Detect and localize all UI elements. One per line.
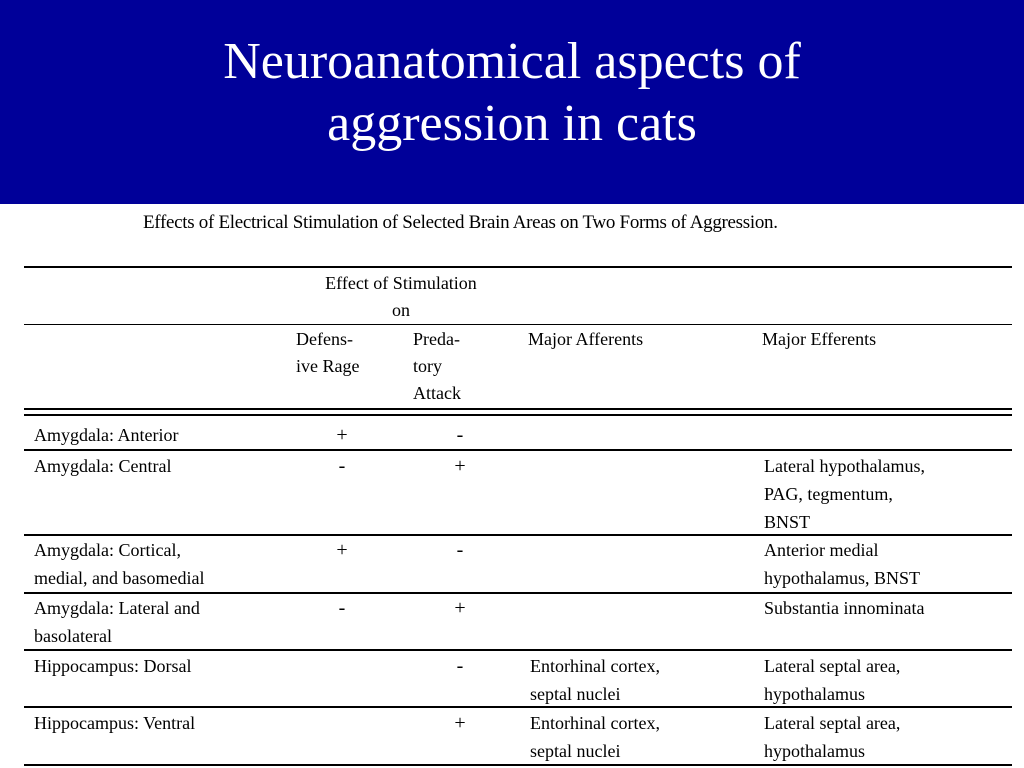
efferents-cell: [764, 594, 924, 622]
efferents-cell: [764, 536, 920, 592]
header-major-afferents: Major Afferents: [528, 329, 644, 349]
header-defensive-line-2: ive Rage: [296, 356, 360, 376]
efferent-line: hypothalamus: [764, 684, 865, 704]
predatory-attack-value: -: [456, 539, 464, 561]
table-row-area: [34, 652, 191, 680]
header-stimulation-group: [296, 270, 506, 324]
area-line: Amygdala: Lateral and: [34, 598, 200, 618]
predatory-attack-value: +: [454, 597, 466, 619]
efferents-cell: [764, 709, 900, 765]
header-group-rule: [24, 324, 1012, 325]
defensive-rage-value: -: [338, 597, 346, 619]
efferent-line: BNST: [764, 512, 811, 532]
efferent-line: hypothalamus: [764, 741, 865, 761]
efferent-line: hypothalamus, BNST: [764, 568, 920, 588]
efferent-line: Lateral hypothalamus,: [764, 456, 925, 476]
slide-title-line-2: aggression in cats: [327, 95, 697, 152]
efferents-cell: [764, 452, 925, 536]
table-caption: Effects of Electrical Stimulation of Selected Brain Areas on Two Forms of Aggression.: [143, 212, 778, 233]
defensive-rage-value: +: [336, 539, 348, 561]
table-row-area: [34, 452, 171, 480]
header-stimulation-line-1: Effect of Stimulation: [325, 273, 477, 293]
area-line: medial, and basomedial: [34, 568, 205, 588]
table-row-area: [34, 709, 195, 737]
table-row-area: [34, 421, 178, 449]
area-line: Amygdala: Central: [34, 456, 172, 476]
afferent-line: Entorhinal cortex,: [530, 713, 660, 733]
afferents-cell: [530, 709, 660, 765]
efferent-line: Lateral septal area,: [764, 713, 901, 733]
afferent-line: septal nuclei: [530, 741, 621, 761]
slide-title: [223, 31, 801, 173]
afferent-line: septal nuclei: [530, 684, 621, 704]
header-predatory-line-1: Preda-: [413, 329, 460, 349]
efferent-line: Substantia innominata: [764, 598, 925, 618]
area-line: basolateral: [34, 626, 112, 646]
header-stimulation-line-2: on: [392, 300, 410, 320]
slide-title-line-1: Neuroanatomical aspects of: [223, 33, 801, 90]
header-bottom-rule-1: [24, 408, 1012, 410]
header-major-efferents: Major Efferents: [762, 329, 877, 349]
area-line: Hippocampus: Dorsal: [34, 656, 192, 676]
table-top-rule: [24, 266, 1012, 268]
row-divider: [24, 449, 1012, 451]
defensive-rage-value: -: [338, 455, 346, 477]
area-line: Amygdala: Anterior: [34, 425, 179, 445]
predatory-attack-value: +: [454, 712, 466, 734]
efferent-line: PAG, tegmentum,: [764, 484, 893, 504]
area-line: Amygdala: Cortical,: [34, 540, 181, 560]
defensive-rage-value: +: [336, 424, 348, 446]
table-row-area: [34, 536, 204, 592]
header-defensive-rage: [296, 326, 359, 380]
header-defensive-line-1: Defens-: [296, 329, 353, 349]
efferents-cell: [764, 652, 900, 708]
header-predatory-attack: [413, 326, 461, 407]
predatory-attack-value: +: [454, 455, 466, 477]
predatory-attack-value: -: [456, 424, 464, 446]
table-row-area: [34, 594, 200, 650]
header-predatory-line-2: tory: [413, 356, 442, 376]
header-predatory-line-3: Attack: [413, 383, 461, 403]
afferent-line: Entorhinal cortex,: [530, 656, 660, 676]
afferents-cell: [530, 652, 660, 708]
area-line: Hippocampus: Ventral: [34, 713, 196, 733]
predatory-attack-value: -: [456, 655, 464, 677]
header-bottom-rule-2: [24, 414, 1012, 416]
efferent-line: Lateral septal area,: [764, 656, 901, 676]
efferent-line: Anterior medial: [764, 540, 879, 560]
title-bar: [0, 0, 1024, 204]
